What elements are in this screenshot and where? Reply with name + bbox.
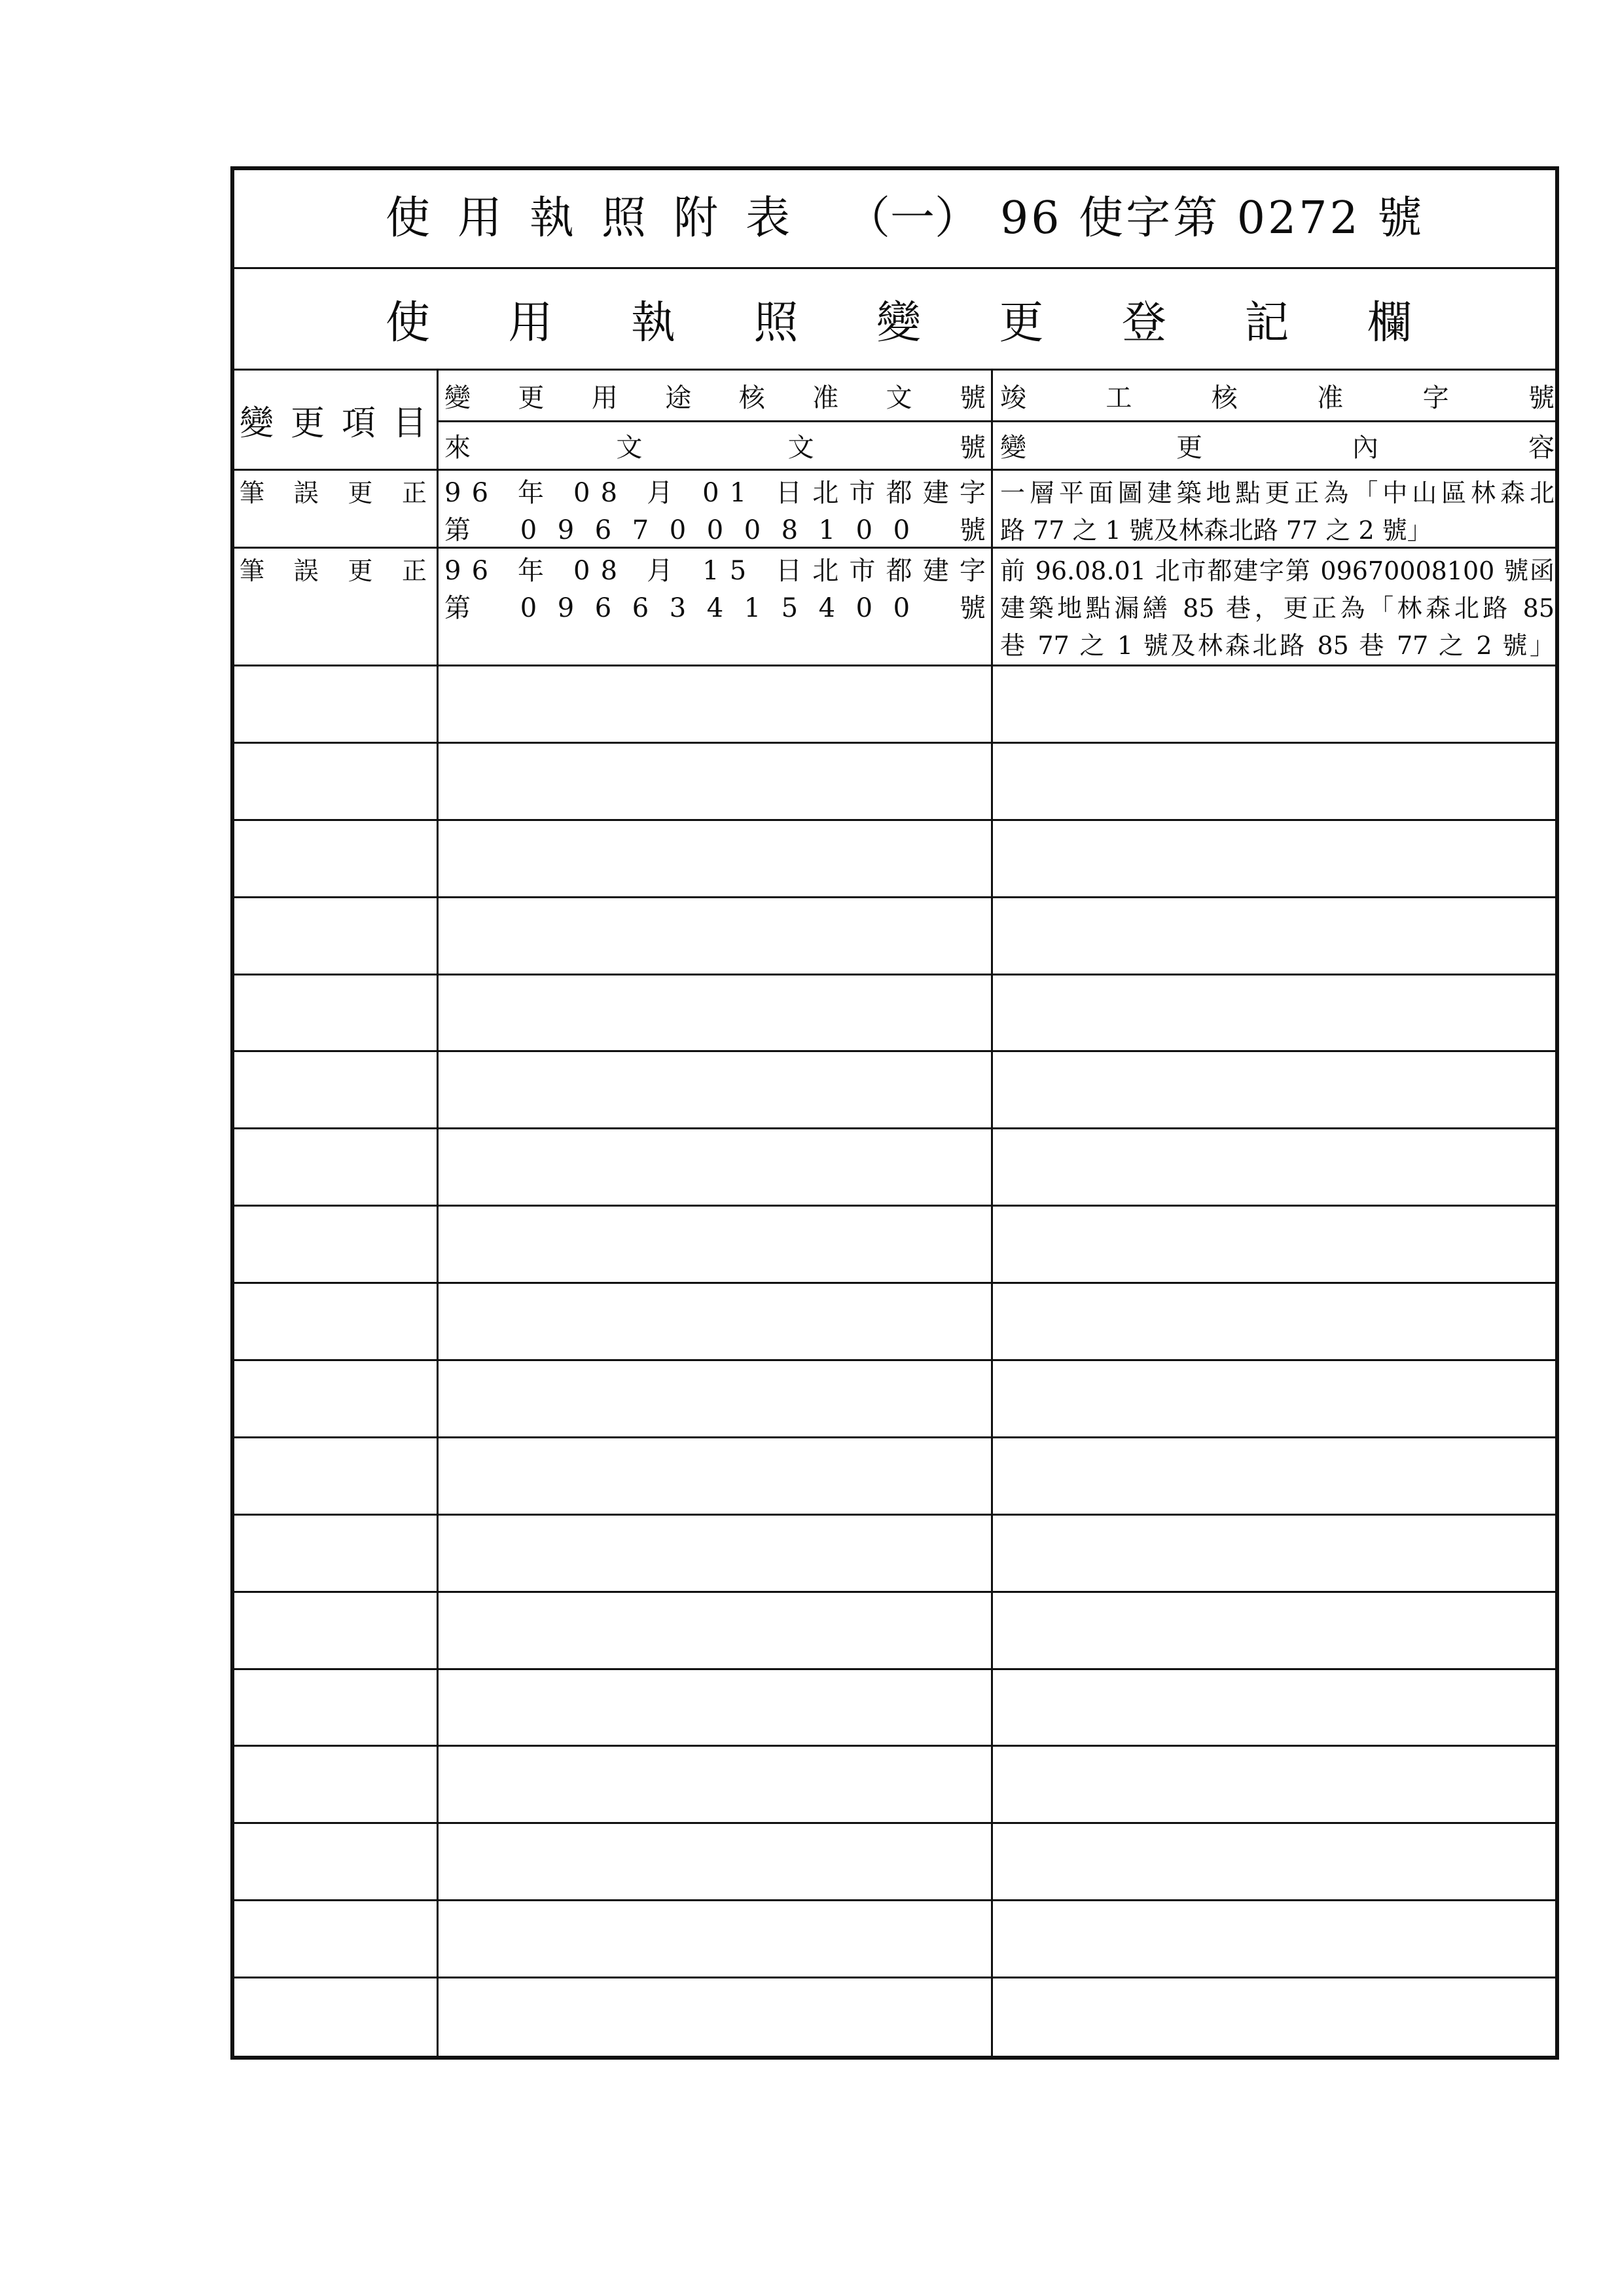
change-content-cell — [993, 975, 1555, 1053]
document-number-cell — [439, 1129, 993, 1207]
change-content-cell — [993, 1438, 1555, 1516]
change-item-cell — [234, 821, 439, 898]
change-content-cell — [993, 898, 1555, 975]
change-item-cell — [234, 975, 439, 1053]
change-item-cell — [234, 1361, 439, 1438]
change-item: 筆 誤 更 正 — [240, 479, 427, 507]
change-item-cell — [234, 1207, 439, 1284]
header-approval-doc-no-label: 變 更 用 途 核 准 文 號 — [444, 382, 986, 413]
header-incoming-doc-no — [439, 422, 993, 471]
document-number-cell — [439, 1824, 993, 1901]
change-content-cell — [993, 1978, 1555, 2056]
change-item-cell — [234, 666, 439, 744]
header-change-item — [234, 371, 439, 471]
change-item-cell — [234, 1593, 439, 1670]
section-title: 使 用 執 照 變 更 登 記 欄 — [386, 297, 1412, 349]
document-number-cell — [439, 549, 993, 666]
document-number-cell — [439, 975, 993, 1053]
change-item-cell — [234, 1670, 439, 1747]
change-item-cell — [234, 1978, 439, 2056]
change-item-cell — [234, 1901, 439, 1978]
title-prefix: 使用執照附表 — [386, 192, 818, 244]
document-number-cell — [439, 821, 993, 898]
change-content-cell — [993, 1129, 1555, 1207]
document-number-cell — [439, 1207, 993, 1284]
section-title-row — [234, 269, 1555, 371]
document-number-cell — [439, 1747, 993, 1824]
change-content-cell — [993, 1747, 1555, 1824]
change-content-line: 前 96.08.01 北市都建字第 09670008100 號函 — [1000, 556, 1555, 585]
change-item-cell — [234, 1747, 439, 1824]
change-content-line: 巷 77 之 1 號及林森北路 85 巷 77 之 2 號」 — [1000, 631, 1555, 660]
change-item-cell — [234, 898, 439, 975]
change-content-cell — [993, 1824, 1555, 1901]
change-item-cell — [234, 1824, 439, 1901]
change-content-cell — [993, 1670, 1555, 1747]
document-date-line: 9 6 年 0 8 月 1 5 日 北 市 都 建 字 — [444, 556, 986, 586]
document-date-line: 9 6 年 0 8 月 0 1 日 北 市 都 建 字 — [444, 478, 986, 508]
change-content-line: 一層平面圖建築地點更正為「中山區林森北 — [1000, 479, 1555, 507]
document-number-cell — [439, 1978, 993, 2056]
document-number-cell — [439, 1516, 993, 1593]
document-number-cell — [439, 666, 993, 744]
document-number-cell — [439, 1901, 993, 1978]
document-number-cell — [439, 1284, 993, 1361]
change-item-cell — [234, 1438, 439, 1516]
document-number-cell — [439, 744, 993, 821]
change-item-cell — [234, 744, 439, 821]
document-number-cell — [439, 1052, 993, 1129]
change-content-cell — [993, 1901, 1555, 1978]
change-content-cell — [993, 821, 1555, 898]
change-content-cell — [993, 1593, 1555, 1670]
document-number-cell — [439, 898, 993, 975]
change-item-cell — [234, 471, 439, 549]
change-item: 筆 誤 更 正 — [240, 556, 427, 585]
change-content-cell — [993, 666, 1555, 744]
header-change-content-label: 變 更 內 容 — [1000, 433, 1555, 463]
header-change-content — [993, 422, 1555, 471]
change-register-grid — [234, 371, 1555, 2056]
header-approval-doc-no — [439, 371, 993, 422]
document-number-cell — [439, 1593, 993, 1670]
document-number-cell — [439, 471, 993, 549]
change-content-cell — [993, 1052, 1555, 1129]
document-number-line: 第 0 9 6 7 0 0 0 8 1 0 0 號 — [444, 515, 986, 545]
document-number-line: 第 0 9 6 6 3 4 1 5 4 0 0 號 — [444, 593, 986, 623]
permit-number: 96 使字第 0272 號 — [1000, 192, 1425, 244]
change-item-cell — [234, 549, 439, 666]
change-item-cell — [234, 1129, 439, 1207]
header-change-item-label: 變 更 項 目 — [240, 403, 427, 443]
header-incoming-doc-no-label: 來 文 文 號 — [444, 433, 986, 463]
change-item-cell — [234, 1516, 439, 1593]
document-number-cell — [439, 1670, 993, 1747]
change-content-cell — [993, 549, 1555, 666]
change-item-cell — [234, 1284, 439, 1361]
change-content-cell — [993, 744, 1555, 821]
permit-change-table — [230, 166, 1559, 2060]
change-content-cell — [993, 1361, 1555, 1438]
change-content-line: 建築地點漏繕 85 巷，更正為「林森北路 85 — [1000, 594, 1555, 623]
document-title — [234, 170, 1555, 269]
change-content-cell — [993, 1284, 1555, 1361]
header-completion-no — [993, 371, 1555, 422]
document-number-cell — [439, 1361, 993, 1438]
title-appendix-number: （一） — [846, 192, 980, 244]
change-content-line: 路 77 之 1 號及林森北路 77 之 2 號」 — [1000, 516, 1432, 545]
header-completion-no-label: 竣 工 核 准 字 號 — [1000, 382, 1555, 413]
change-content-cell — [993, 471, 1555, 549]
document-number-cell — [439, 1438, 993, 1516]
change-content-cell — [993, 1207, 1555, 1284]
change-item-cell — [234, 1052, 439, 1129]
change-content-cell — [993, 1516, 1555, 1593]
